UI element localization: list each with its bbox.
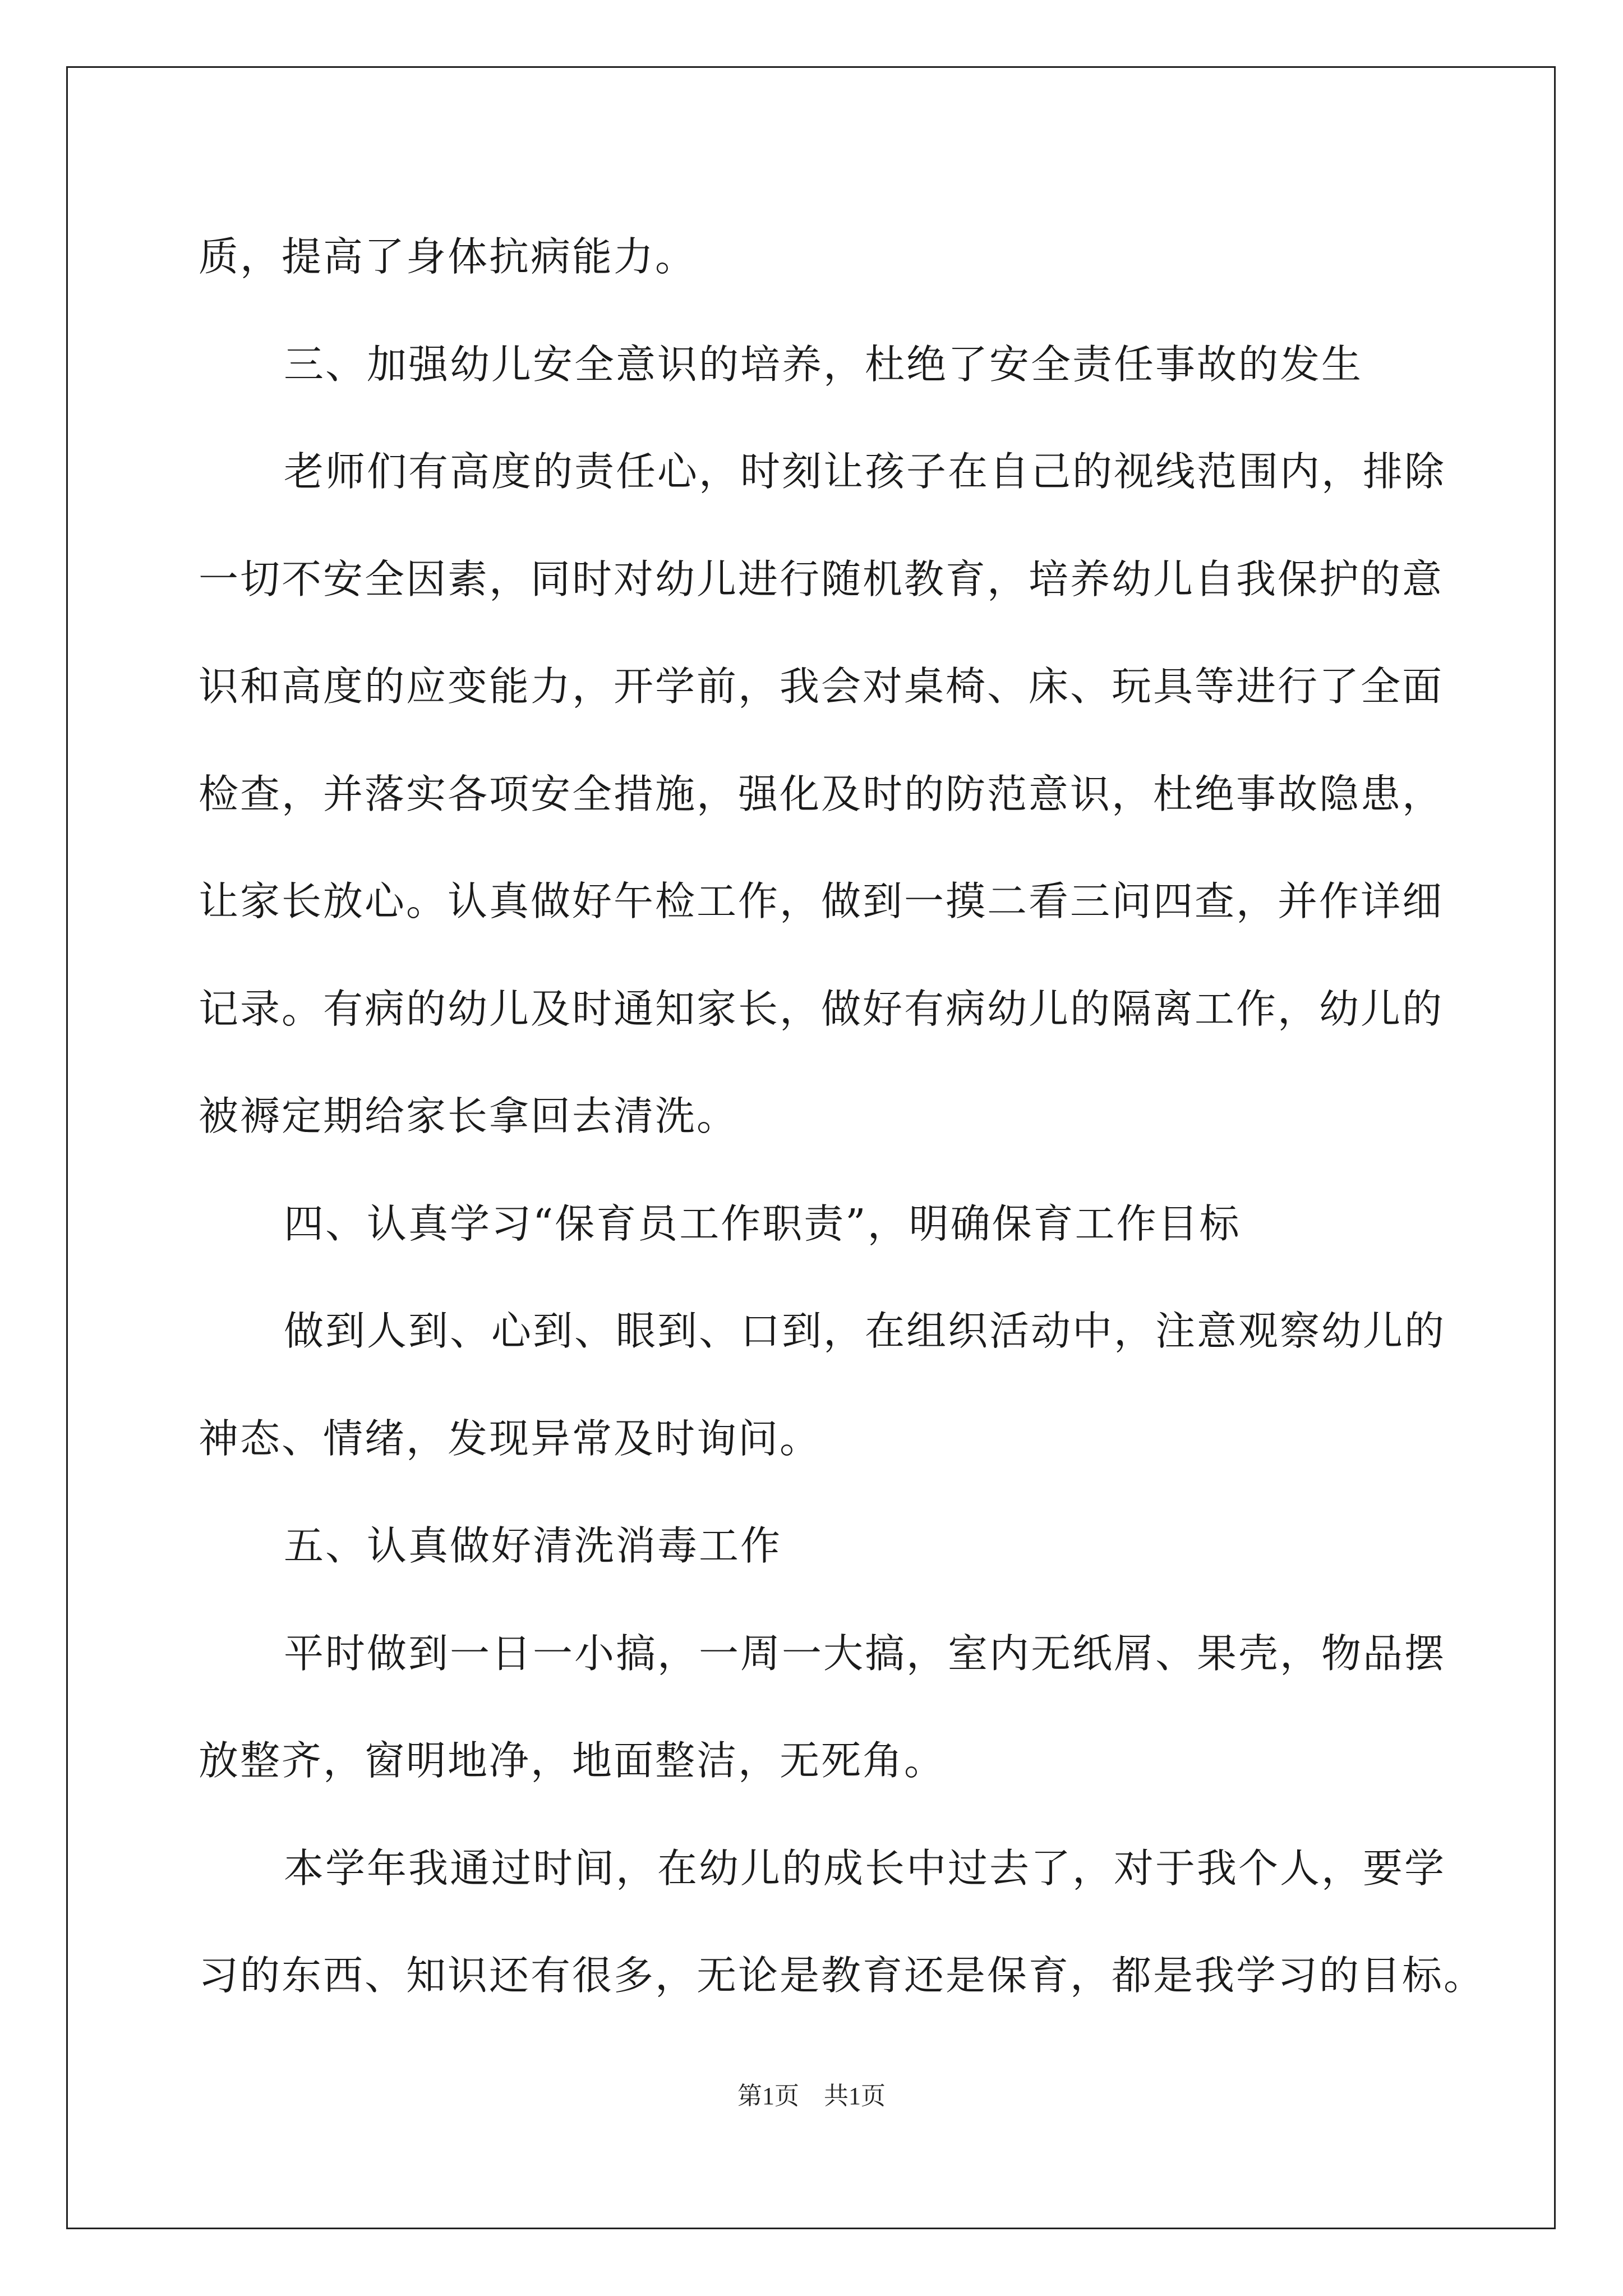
text-line: 习的东西、知识还有很多，无论是教育还是保育，都是我学习的目标。: [199, 1952, 1486, 1999]
text-line: 识和高度的应变能力，开学前，我会对桌椅、床、玩具等进行了全面: [199, 663, 1444, 710]
text-line: 本学年我通过时间，在幼儿的成长中过去了，对于我个人，要学: [284, 1844, 1446, 1892]
section-heading-3: 三、加强幼儿安全意识的培养，杜绝了安全责任事故的发生: [284, 341, 1363, 388]
text-line: 一切不安全因素，同时对幼儿进行随机教育，培养幼儿自我保护的意: [199, 555, 1444, 602]
text-line: 检查，并落实各项安全措施，强化及时的防范意识，杜绝事故隐患，: [199, 770, 1444, 817]
text-line: 平时做到一日一小搞，一周一大搞，室内无纸屑、果壳，物品摆: [284, 1630, 1446, 1677]
text-line: 神态、情绪，发现异常及时询问。: [199, 1415, 822, 1462]
text-line: 让家长放心。认真做好午检工作，做到一摸二看三问四查，并作详细: [199, 878, 1444, 924]
text-line: 老师们有高度的责任心，时刻让孩子在自己的视线范围内，排除: [284, 448, 1446, 495]
text-line: 做到人到、心到、眼到、口到，在组织活动中，注意观察幼儿的: [284, 1308, 1446, 1354]
text-line: 记录。有病的幼儿及时通知家长，做好有病幼儿的隔离工作，幼儿的: [199, 985, 1444, 1032]
text-line: 被褥定期给家长拿回去清洗。: [199, 1093, 739, 1139]
document-body: [199, 203, 1486, 2030]
text-line: 放整齐，窗明地净，地面整洁，无死角。: [199, 1737, 946, 1784]
page-number-footer: 第1页 共1页: [737, 2082, 886, 2110]
section-heading-4: 四、认真学习“保育员工作职责”，明确保育工作目标: [284, 1200, 1241, 1247]
text-line: 质，提高了身体抗病能力。: [199, 233, 697, 280]
section-heading-5: 五、认真做好清洗消毒工作: [284, 1522, 782, 1569]
